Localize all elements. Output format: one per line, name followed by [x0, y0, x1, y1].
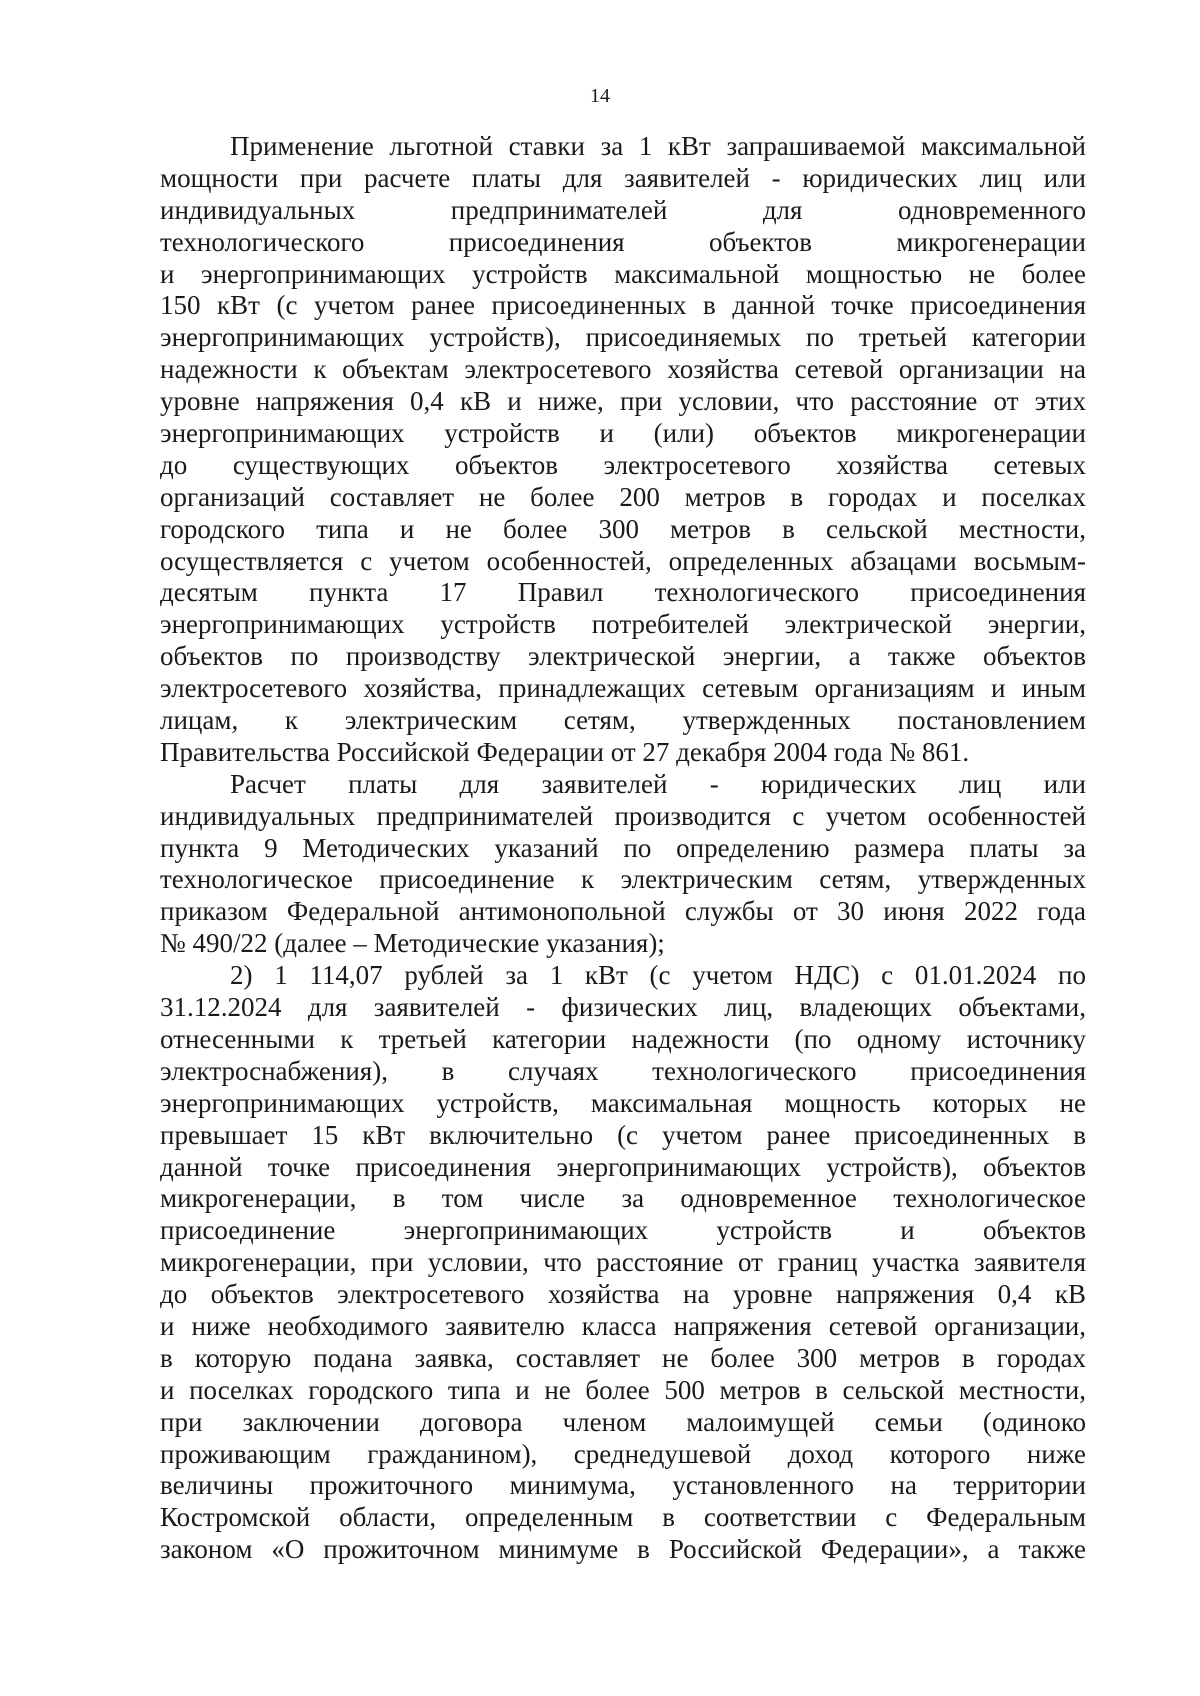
text-line: лицам, к электрическим сетям, утвержденных постановлением: [160, 705, 1086, 736]
paragraph-fee-calculation: [160, 769, 1086, 960]
text-line: пункта 9 Методических указаний по определению размера платы за: [160, 832, 1086, 863]
text-line: технологическое присоединение к электрическим сетям, утвержденных: [160, 864, 1086, 895]
text-line: индивидуальных предпринимателей производится с учетом особенностей: [160, 800, 1086, 831]
text-line: данной точке присоединения энергопринимающих устройств), объектов: [160, 1151, 1086, 1182]
text-line: присоединение энергопринимающих устройств и объектов: [160, 1215, 1086, 1246]
paragraph-preferential-rate: [160, 131, 1086, 769]
text-line: осуществляется с учетом особенностей, определенных абзацами восьмым-: [160, 545, 1086, 576]
text-line: превышает 15 кВт включительно (с учетом ранее присоединенных в: [160, 1119, 1086, 1150]
text-line: и ниже необходимого заявителю класса напряжения сетевой организации,: [160, 1310, 1086, 1341]
text-line: Правительства Российской Федерации от 27 декабря 2004 года № 861.: [160, 736, 970, 767]
text-line: надежности к объектам электросетевого хозяйства сетевой организации на: [160, 354, 1086, 385]
text-line: микрогенерации, при условии, что расстояние от границ участка заявителя: [160, 1247, 1086, 1278]
text-line: энергопринимающих устройств, максимальная мощность которых не: [160, 1087, 1086, 1118]
text-line: 150 кВт (с учетом ранее присоединенных в данной точке присоединения: [160, 290, 1086, 321]
text-line: проживающим гражданином), среднедушевой доход которого ниже: [160, 1438, 1086, 1469]
text-line: организаций составляет не более 200 метров в городах и поселках: [160, 481, 1086, 512]
text-line: до объектов электросетевого хозяйства на уровне напряжения 0,4 кВ: [160, 1279, 1086, 1310]
text-line: в которую подана заявка, составляет не более 300 метров в городах: [160, 1342, 1086, 1373]
text-line: законом «О прожиточном минимуме в Российской Федерации», а также: [160, 1534, 1086, 1565]
text-line: энергопринимающих устройств), присоединяемых по третьей категории: [160, 322, 1086, 353]
text-line: отнесенными к третьей категории надежности (по одному источнику: [160, 1023, 1086, 1054]
paragraph-item-2: [160, 960, 1086, 1566]
document-body: [160, 131, 1086, 1566]
text-line: № 490/22 (далее – Методические указания);: [160, 928, 665, 959]
text-line: и энергопринимающих устройств максимальной мощностью не более: [160, 258, 1086, 289]
text-line: 2) 1 114,07 рублей за 1 кВт (с учетом НДС) с 01.01.2024 по: [230, 960, 1086, 991]
text-line: Применение льготной ставки за 1 кВт запрашиваемой максимальной: [230, 131, 1086, 161]
text-line: Костромской области, определенным в соответствии с Федеральным: [160, 1502, 1086, 1533]
text-line: энергопринимающих устройств и (или) объектов микрогенерации: [160, 418, 1086, 449]
text-line: объектов по производству электрической энергии, а также объектов: [160, 641, 1086, 672]
text-line: технологического присоединения объектов микрогенерации: [160, 226, 1086, 257]
text-line: величины прожиточного минимума, установленного на территории: [160, 1470, 1086, 1501]
text-line: приказом Федеральной антимонопольной службы от 30 июня 2022 года: [160, 896, 1086, 927]
text-line: энергопринимающих устройств потребителей электрической энергии,: [160, 609, 1086, 640]
text-line: Расчет платы для заявителей - юридических лиц или: [230, 768, 1086, 799]
text-line: электроснабжения), в случаях технологического присоединения: [160, 1055, 1086, 1086]
text-line: десятым пункта 17 Правил технологического присоединения: [160, 577, 1086, 608]
text-line: микрогенерации, в том числе за одновременное технологическое: [160, 1183, 1086, 1214]
text-line: городского типа и не более 300 метров в сельской местности,: [160, 513, 1086, 544]
page-number: 14: [590, 85, 610, 107]
text-line: при заключении договора членом малоимущей семьи (одиноко: [160, 1406, 1086, 1437]
text-line: 31.12.2024 для заявителей - физических лиц, владеющих объектами,: [160, 992, 1086, 1023]
text-line: электросетевого хозяйства, принадлежащих сетевым организациям и иным: [160, 673, 1086, 704]
text-line: уровне напряжения 0,4 кВ и ниже, при условии, что расстояние от этих: [160, 386, 1086, 417]
text-line: индивидуальных предпринимателей для одновременного: [160, 194, 1086, 225]
text-line: до существующих объектов электросетевого хозяйства сетевых: [160, 449, 1086, 480]
text-line: мощности при расчете платы для заявителей - юридических лиц или: [160, 162, 1086, 193]
text-line: и поселках городского типа и не более 500 метров в сельской местности,: [160, 1374, 1086, 1405]
